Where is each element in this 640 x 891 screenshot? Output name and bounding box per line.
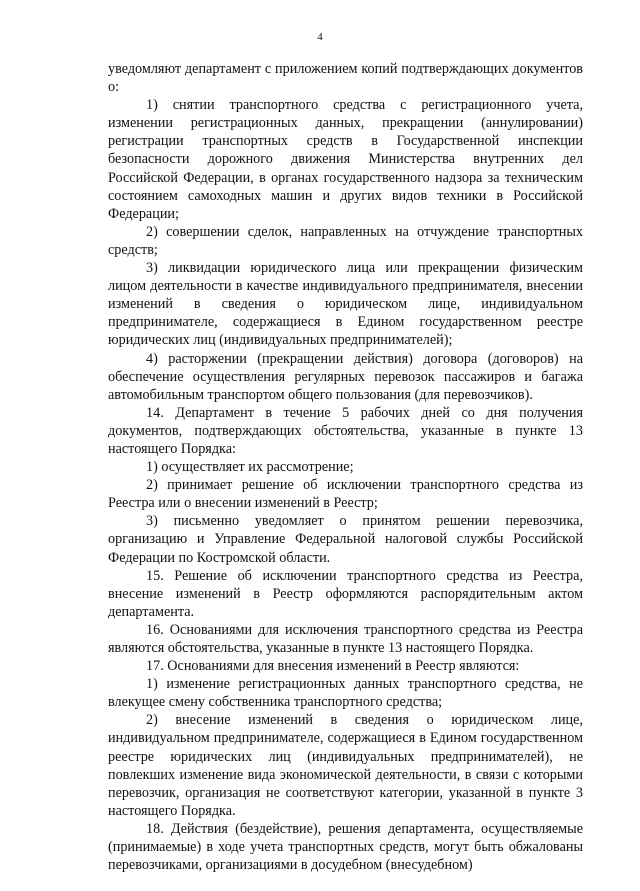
paragraph-item-1: 1) снятии транспортного средства с регистрационного учета, изменении регистрационных данных, прекращении (аннулировании) регистрации транспортных средств в Государственной инспекции безопасности дорожного движения Министерства внутренних дел Российской Федерации, в органах государственного надзора за техническим состоянием самоходных машин и других видов техники в Российской Федерации; [108,97,583,222]
paragraph-clause-14-item-1: 1) осуществляет их рассмотрение; [146,459,354,476]
page-number: 4 [317,31,323,43]
paragraph-clause-16: 16. Основаниями для исключения транспортного средства из Реестра являются обстоятельства, указанные в пункте 13 настоящего Порядка. [108,621,583,656]
paragraph-item-2: 2) совершении сделок, направленных на отчуждение транспортных средств; [108,223,583,258]
paragraph-clause-17-item-1: 1) изменение регистрационных данных транспортного средства, не влекущее смену собственника транспортного средства; [108,676,583,711]
paragraph-clause-14-item-2: 2) принимает решение об исключении транспортного средства из Реестра или о внесении изменений в Реестр; [108,477,583,512]
paragraph-intro: уведомляют департамент с приложением копий подтверждающих документов о: [108,61,583,96]
paragraph-clause-14: 14. Департамент в течение 5 рабочих дней со дня получения документов, подтверждающих обстоятельства, указанные в пункте 13 настоящего Порядка: [108,404,583,457]
paragraph-item-3: 3) ликвидации юридического лица или прекращении физическим лицом деятельности в качестве индивидуального предпринимателя, внесении изменений в сведения о юридическом лице, индивидуальном предпринимателе, содержащиеся в Едином государственном реестре юридических лиц (индивидуальных предпринимателей); [108,260,583,349]
document-body [108,60,583,874]
paragraph-clause-17: 17. Основаниями для внесения изменений в Реестр являются: [146,658,520,675]
paragraph-clause-15: 15. Решение об исключении транспортного средства из Реестра, внесение изменений в Реестр оформляются распорядительным актом департамента. [108,567,583,620]
paragraph-clause-17-item-2: 2) внесение изменений в сведения о юридическом лице, индивидуальном предпринимателе, содержащиеся в Едином государственном реестре юридических лиц (индивидуальных предпринимателей), не повлекших изменение вида экономической деятельности, в связи с которыми перевозчик, организация не соответствуют категории, указанной в пункте 3 настоящего Порядка. [108,712,583,819]
paragraph-clause-14-item-3: 3) письменно уведомляет о принятом решении перевозчика, организацию и Управление Федеральной налоговой службы Российской Федерации по Костромской области. [108,513,583,566]
paragraph-item-4: 4) расторжении (прекращении действия) договора (договоров) на обеспечение осуществления регулярных перевозок пассажиров и багажа автомобильным транспортом общего пользования (для перевозчиков). [108,350,583,403]
paragraph-clause-18: 18. Действия (бездействие), решения департамента, осуществляемые (принимаемые) в ходе учета транспортных средств, могут быть обжалованы перевозчиками, организациями в досудебном (внесудебном) [108,820,583,874]
